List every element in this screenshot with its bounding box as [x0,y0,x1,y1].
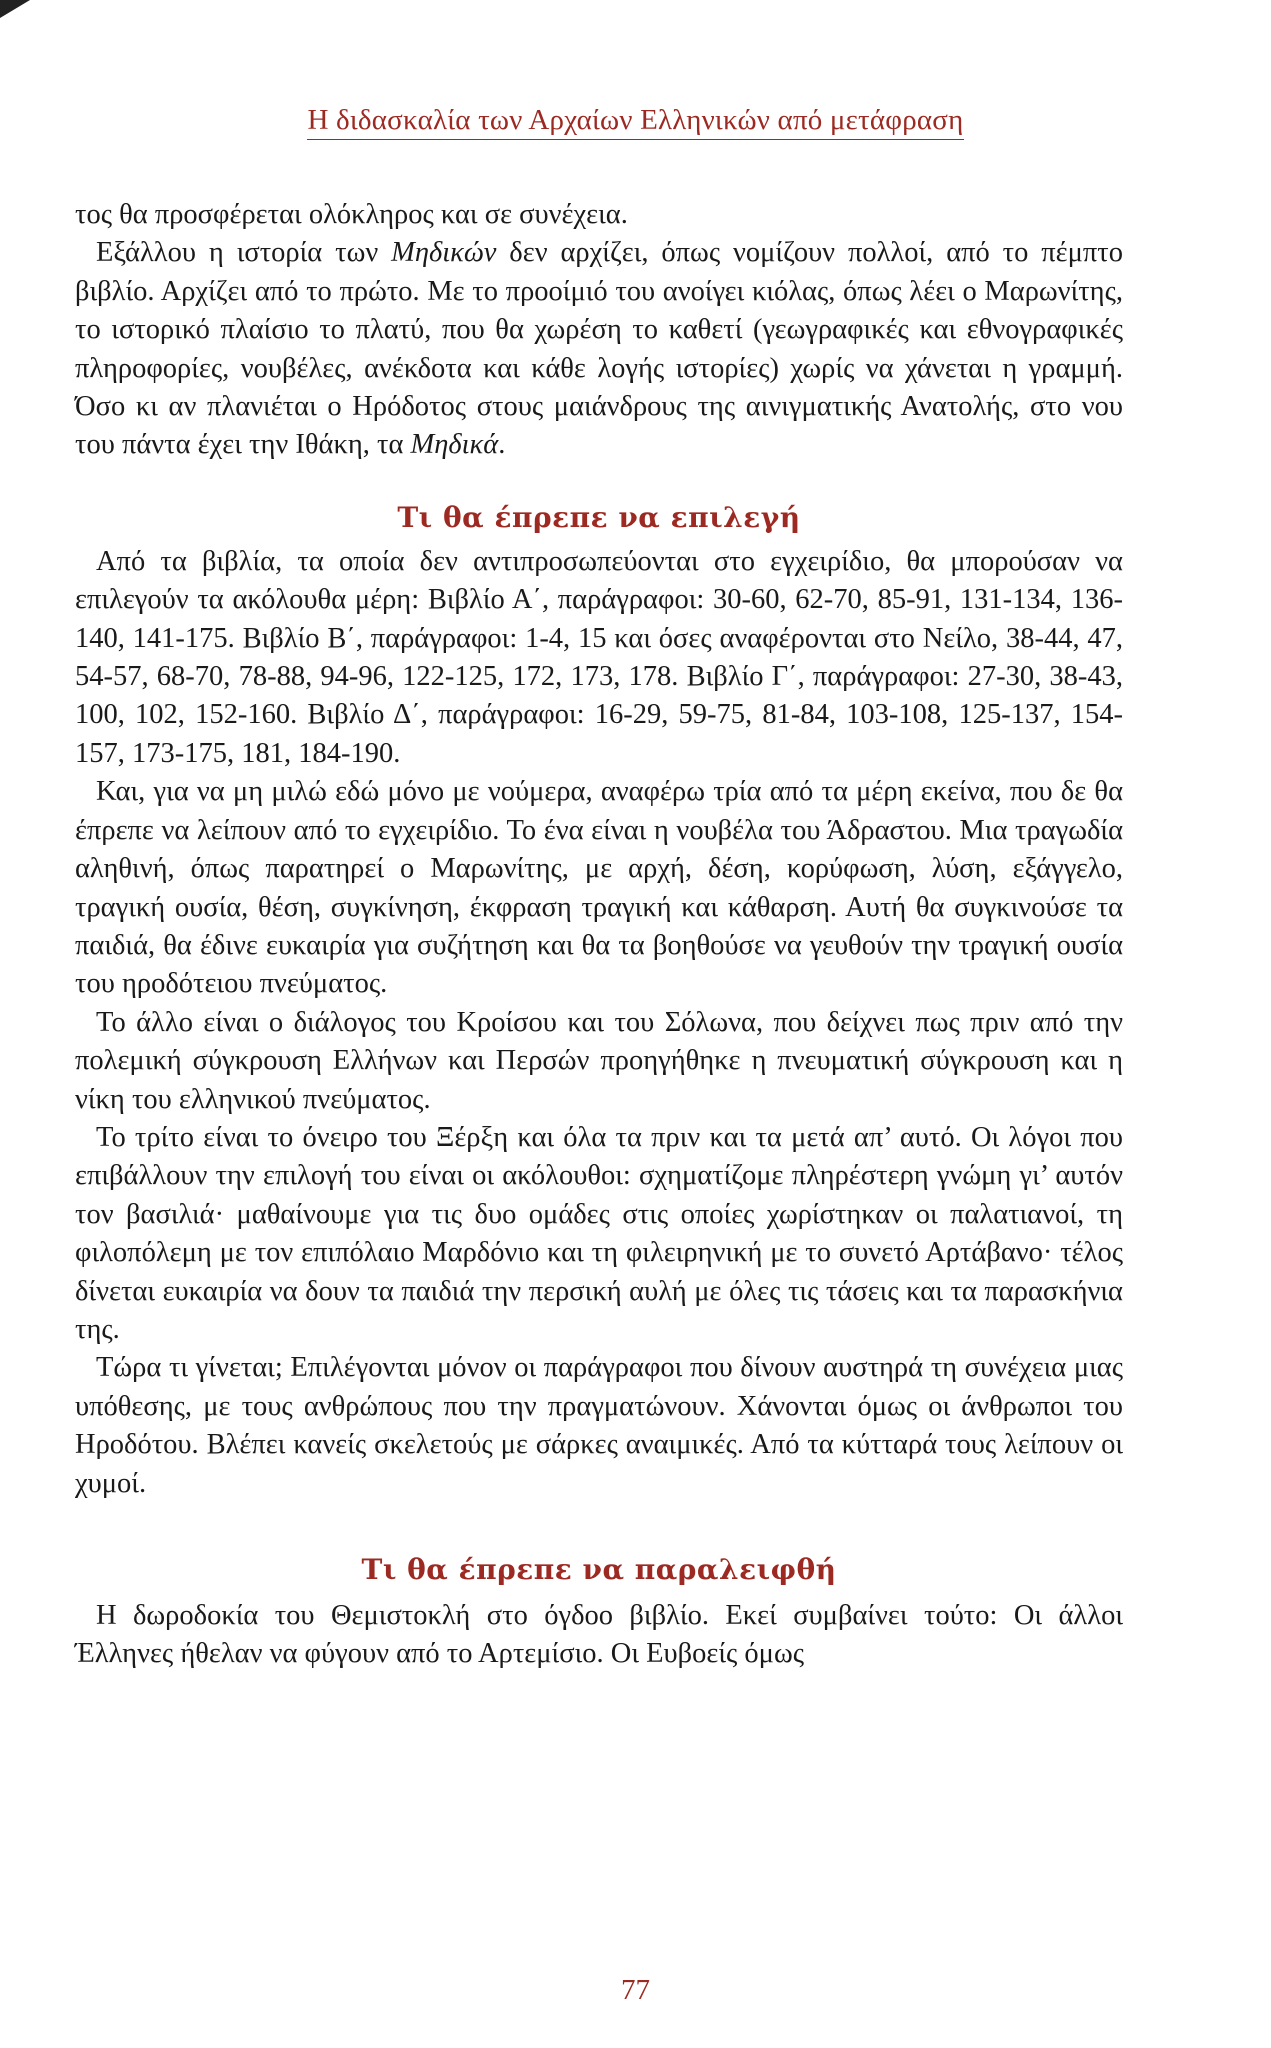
section1-paragraph-2: Και, για να μη μιλώ εδώ μόνο με νούμερα, αναφέρω τρία από τα μέρη εκείνα, που δε θα έπρεπε να λείπουν από το εγχειρίδιο. Το ένα είναι η νουβέλα του Άδραστου. Μια τραγωδία αληθινή, όπως παρατηρεί ο Μαρωνίτης, με αρχή, δέση, κορύφωση, λύση, εξάγγελο, τραγική ουσία, θέση, συγκίνηση, έκφραση τραγική και κάθαρση. Αυτή θα συγκινούσε τα παιδιά, θα έδινε ευκαιρία για συζήτηση και θα τα βοηθούσε να γευθούν την τραγική ουσία του ηροδότειου πνεύματος. [75,776,1123,1000]
running-header [0,104,1271,140]
section1-paragraph-4: Το τρίτο είναι το όνειρο του Ξέρξη και όλα τα πριν και τα μετά απ’ αυτό. Οι λόγοι που επιβάλλουν την επιλογή του είναι οι ακόλουθοι: σχηματίζομε πληρέστερη γνώμη γι’ αυτόν τον βασιλιά· μαθαίνουμε για τις δυο ομάδες στις οποίες χωρίστηκαν οι παλατιανοί, τη φιλοπόλεμη με τον επιπόλαιο Μαρδόνιο και τη φιλειρηνική με το συνετό Αρτάβανο· τέλος δίνεται ευκαιρία να δουν τα παιδιά την περσική αυλή με όλες τις τάσεις και τα παρασκήνια της. [75,1121,1123,1345]
intro-italic-medika-1: Μηδικών [391,237,497,269]
section-heading-omission: Τι θα έπρεπε να παραλειφθή [361,1553,837,1586]
intro-paragraph-1: τος θα προσφέρεται ολόκληρος και σε συνέχεια. [75,199,628,230]
intro-italic-medika-2: Μηδικά [410,429,499,461]
running-header-title: Η διδασκαλία των Αρχαίων Ελληνικών από μετάφραση [307,104,963,140]
page-number: 77 [621,1974,650,2006]
section1-paragraph-3: Το άλλο είναι ο διάλογος του Κροίσου και του Σόλωνα, που δείχνει πως πριν από την πολεμική σύγκρουση Ελλήνων και Περσών προηγήθηκε η πνευματική σύγκρουση και η νίκη του ελληνικού πνεύματος. [75,1006,1123,1115]
intro-text-b: δεν αρχίζει, όπως νομίζουν πολλοί, από το πέμπτο βιβλίο. Αρχίζει από το πρώτο. Με το προοίμιό του ανοίγει κιόλας, όπως λέει ο Μαρωνίτης, το ιστορικό πλαίσιο το πλατύ, που θα χωρέση το καθετί (γεωγραφικές και εθνογραφικές πληροφορίες, νουβέλες, ανέκδοτα και κάθε λογής ιστορίες) χωρίς να χάνεται η γραμμή. Όσο κι αν πλανιέται ο Ηρόδοτος στους μαιάνδρους της αινιγματικής Ανατολής, στο νου του πάντα έχει την Ιθάκη, τα [75,237,1123,461]
section2-paragraph-1: Η δωροδοκία του Θεμιστοκλή στο όγδοο βιβλίο. Εκεί συμβαίνει τούτο: Οι άλλοι Έλληνες ήθελαν να φύγουν από το Αρτεμίσιο. Οι Ευβοείς όμως [75,1600,1123,1670]
section1-paragraph-5: Τώρα τι γίνεται; Επιλέγονται μόνον οι παράγραφοι που δίνουν αυστηρά τη συνέχεια μιας υπόθεσης, με τους ανθρώπους που την πραγματώνουν. Χάνονται όμως οι άνθρωποι του Ηροδότου. Βλέπει κανείς σκελετούς με σάρκες αναιμικές. Από τα κύτταρά τους λείπουν οι χυμοί. [75,1352,1123,1499]
intro-text-c: . [498,429,506,461]
section-heading-selection: Τι θα έπρεπε να επιλεγή [397,500,801,534]
section1-paragraph-1: Από τα βιβλία, τα οποία δεν αντιπροσωπεύονται στο εγχειρίδιο, θα μπορούσαν να επιλεγούν τα ακόλουθα μέρη: Βιβλίο Α΄, παράγραφοι: 30-60, 62-70, 85-91, 131-134, 136-140, 141-175. Βιβλίο Β΄, παράγραφοι: 1-4, 15 και όσες αναφέρονται στο Νείλο, 38-44, 47, 54-57, 68-70, 78-88, 94-96, 122-125, 172, 173, 178. Βιβλίο Γ΄, παράγραφοι: 27-30, 38-43, 100, 102, 152-160. Βιβλίο Δ΄, παράγραφοι: 16-29, 59-75, 81-84, 103-108, 125-137, 154-157, 173-175, 181, 184-190. [75,545,1123,769]
intro-paragraph-2 [75,234,1123,464]
page-body [75,196,1123,1674]
intro-text-a: Εξάλλου η ιστορία των [96,237,392,269]
scan-corner-mark [0,0,30,18]
